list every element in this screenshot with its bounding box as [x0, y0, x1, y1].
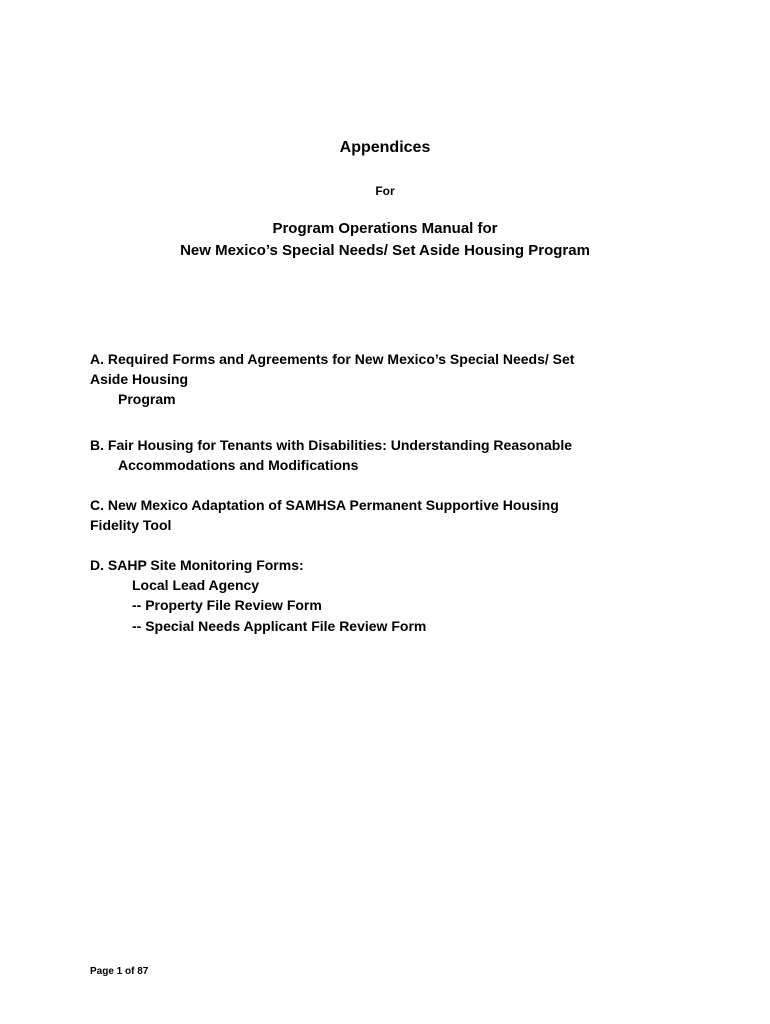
appendix-d-line-4: -- Special Needs Applicant File Review Form: [132, 618, 427, 634]
page-title: Appendices: [339, 139, 431, 156]
page-number: Page 1 of 87: [90, 966, 149, 977]
appendix-c-line-1: C. New Mexico Adaptation of SAMHSA Permanent Supportive Housing: [90, 497, 559, 513]
appendix-a-line-2: Aside Housing: [90, 371, 189, 387]
for-label: For: [375, 184, 395, 198]
appendix-d-line-3: -- Property File Review Form: [132, 597, 322, 613]
appendix-d-line-1: D. SAHP Site Monitoring Forms:: [90, 557, 304, 573]
appendix-d-line-2: Local Lead Agency: [132, 577, 260, 593]
appendix-c-line-2: Fidelity Tool: [90, 517, 172, 533]
appendix-a-line-1: A. Required Forms and Agreements for New Mexico’s Special Needs/ Set: [90, 351, 575, 367]
manual-title-line-2: New Mexico’s Special Needs/ Set Aside Housing Program: [180, 242, 590, 259]
appendix-b-line-1: B. Fair Housing for Tenants with Disabilities: Understanding Reasonable: [90, 437, 573, 453]
manual-title-line-1: Program Operations Manual for: [272, 220, 498, 237]
appendix-a-line-3: Program: [118, 391, 176, 407]
appendix-b-line-2: Accommodations and Modifications: [118, 457, 359, 473]
